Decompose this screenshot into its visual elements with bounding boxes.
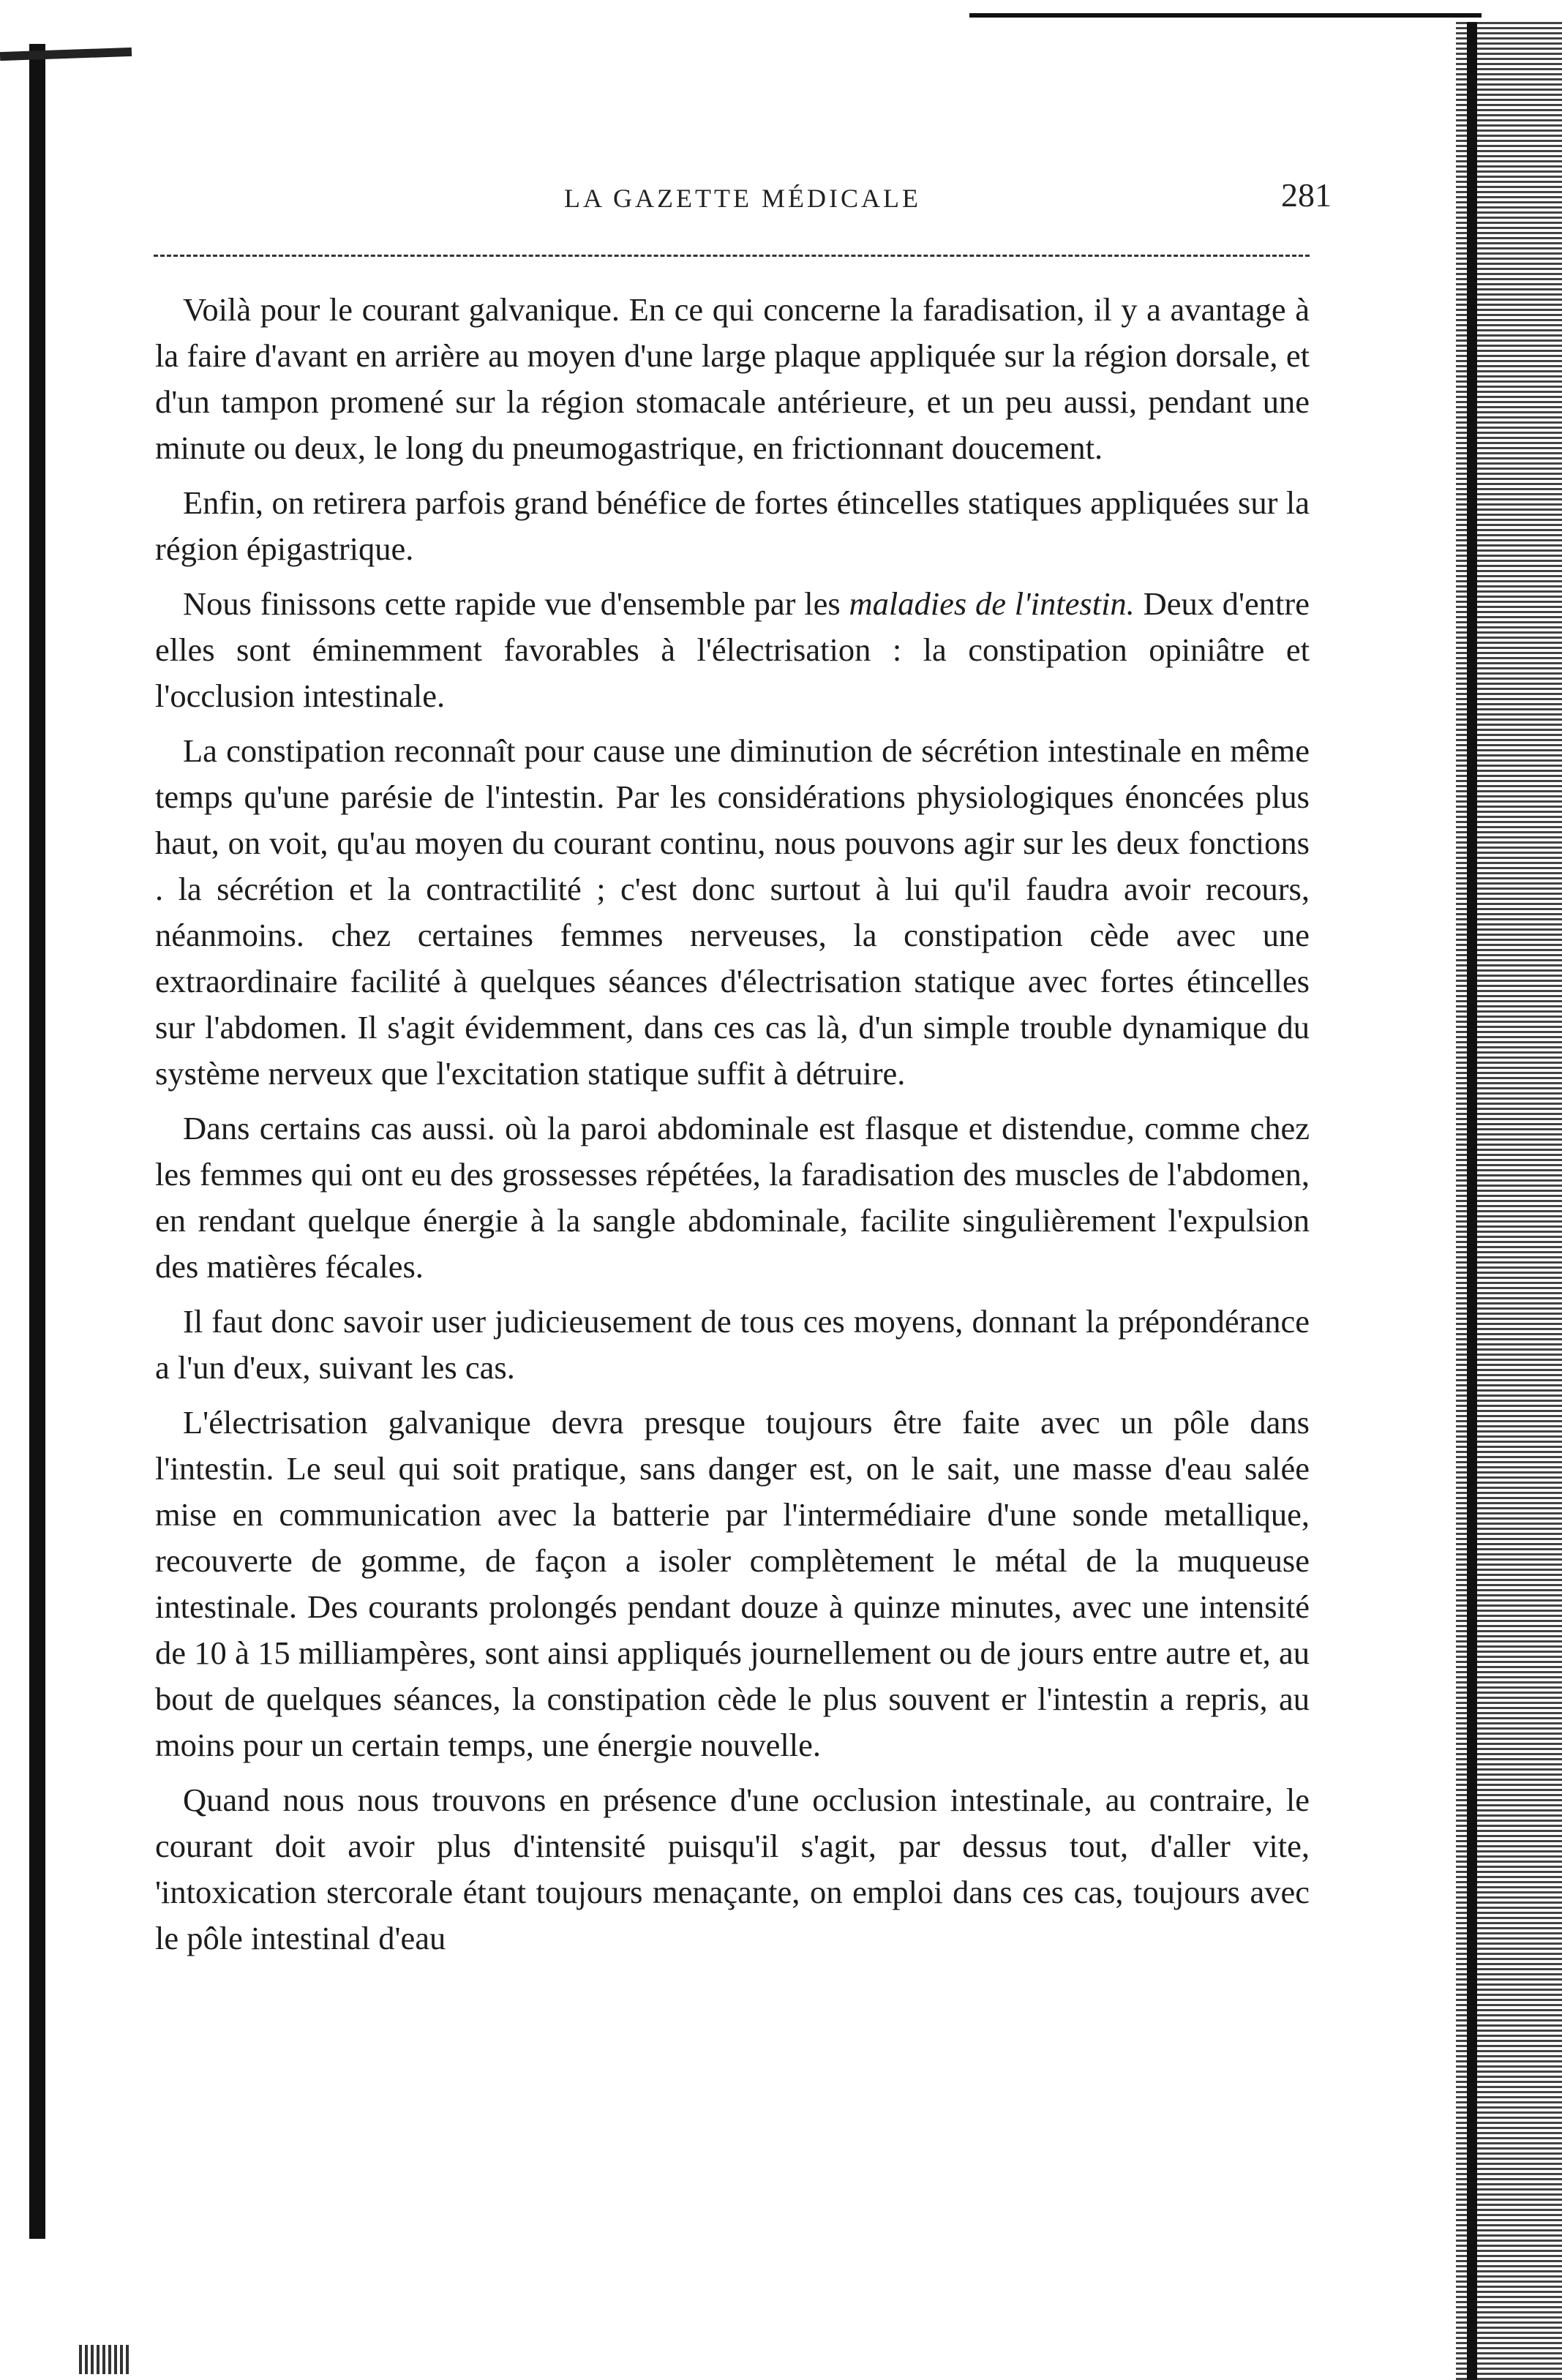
page-body [155, 287, 1310, 1970]
paragraph-abdominal-wall: Dans certains cas aussi. où la paroi abdominale est flasque et distendue, comme chez les femmes qui ont eu des grossesses répétées, la faradisation des muscles de l'abdomen, en rendant quelque énergie à la sangle abdominale, facilite singulièrement l'expulsion des matières fécales. [155, 1110, 1310, 1285]
scan-left-binding-shadow [29, 44, 45, 2239]
paragraph-intestinal-occlusion: Quand nous nous trouvons en présence d'une occlusion intestinale, au contraire, le courant doit avoir plus d'intensité puisqu'il s'agit, par dessus tout, d'aller vite, 'intoxication stercorale étant toujours menaçante, on emploi dans ces cas, toujours avec le pôle intestinal d'eau [155, 1782, 1310, 1956]
paragraph-constipation: La constipation reconnaît pour cause une diminution de sécrétion intestinale en même temps qu'une parésie de l'intestin. Par les considérations physiologiques énoncées plus haut, on voit, qu'au moyen du courant continu, nous pouvons agir sur les deux fonctions . la sécrétion et la contractilité ; c'est donc surtout à lui qu'il faudra avoir recours, néanmoins. chez certaines femmes nerveuses, la constipation cède avec une extraordinaire facilité à quelques séances d'électrisation statique avec fortes étincelles sur l'abdomen. Il s'agit évidemment, dans ces cas là, d'un simple trouble dynamique du système nerveux que l'excitation statique suffit à détruire. [155, 732, 1310, 1092]
italic-term: maladies de l'intestin. [849, 585, 1135, 622]
paragraph-static-sparks: Enfin, on retirera parfois grand bénéfice de fortes étincelles statiques appliquées sur la région épigastrique. [155, 484, 1310, 567]
page-number: 281 [1281, 176, 1332, 214]
header-rule [154, 255, 1310, 257]
paragraph-galvanic-faradisation: Voilà pour le courant galvanique. En ce qui concerne la faradisation, il y a avantage à la faire d'avant en arrière au moyen d'une large plaque appliquée sur la région dorsale, et d'un tampon promené sur la région stomacale antérieure, et un peu aussi, pendant une minute ou deux, le long du pneumogastrique, en frictionnant doucement. [155, 291, 1310, 466]
paragraph-galvanic-technique: L'électrisation galvanique devra presque toujours être faite avec un pôle dans l'intestin. Le seul qui soit pratique, sans danger est, on le sait, une masse d'eau salée mise en communication avec la batterie par l'intermédiaire d'une sonde metallique, recouverte de gomme, de façon a isoler complètement le métal de la muqueuse intestinale. Des courants prolongés pendant douze à quinze minutes, avec une intensité de 10 à 15 milliampères, sont ainsi appliqués journellement ou de jours entre autre et, au bout de quelques séances, la constipation cède le plus souvent er l'intestin a repris, au moins pour un certain temps, une énergie nouvelle. [155, 1404, 1310, 1763]
scan-corner-shadow [0, 48, 132, 61]
paragraph-intestine-diseases [155, 581, 1310, 719]
scan-right-edge-line [1467, 22, 1477, 2380]
scan-bottom-mark [79, 2345, 130, 2374]
page-header [154, 176, 1332, 234]
paragraph-judicious-use: Il faut donc savoir user judicieusement de tous ces moyens, donnant la prépondérance a l'un d'eux, suivant les cas. [155, 1303, 1310, 1386]
scan-top-edge [969, 13, 1482, 18]
paragraph-text: Nous finissons cette rapide vue d'ensemble par les [183, 585, 849, 622]
paragraph-text: Deux d'entre elles sont éminemment favorables à l'électrisation : la constipation opiniâtre et l'occlusion intestinale. [155, 585, 1310, 714]
running-head: LA GAZETTE MÉDICALE [564, 184, 921, 213]
